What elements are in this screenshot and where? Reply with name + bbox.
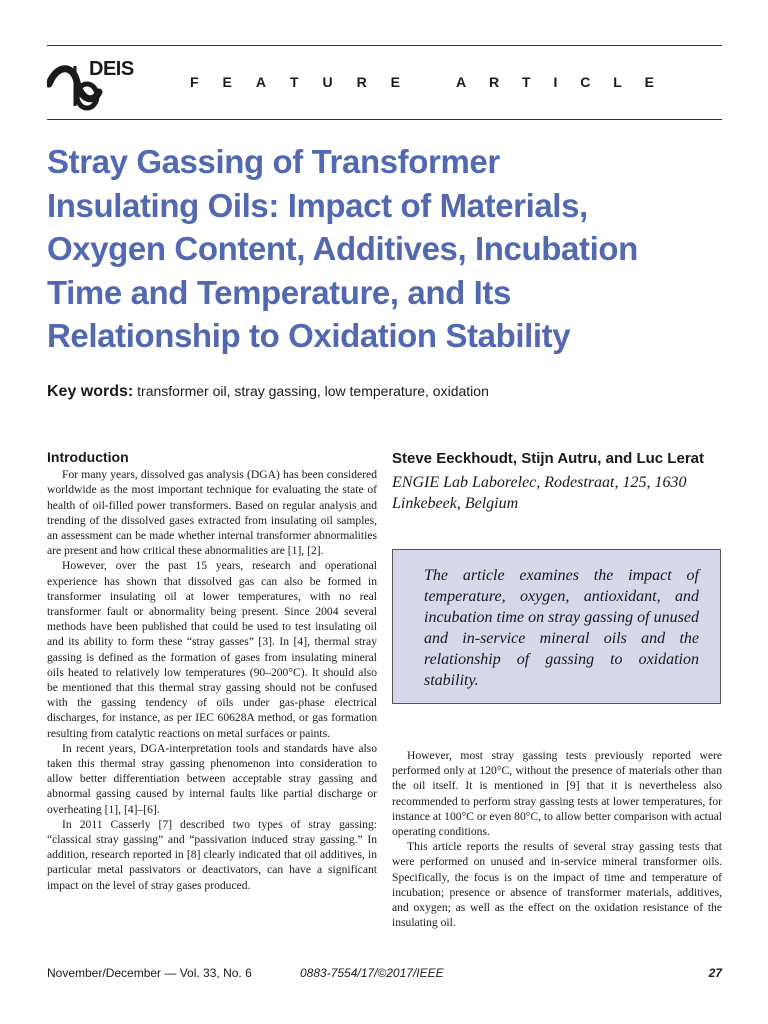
- paragraph: However, most stray gassing tests previously reported were performed only at 120°C, without the presence of materials other than the oil itself. It is mentioned in [9] that it is nevertheless also recommended to perform stray gassing tests at lower temperatures, for instance at 100°C or even 80°C, to allow better comparison with actual operating conditions.: [392, 749, 722, 839]
- header-rule: [47, 119, 722, 120]
- feature-letter: E: [222, 74, 232, 90]
- left-column: [47, 450, 377, 893]
- right-column: [392, 748, 722, 930]
- article-letter: I: [553, 74, 558, 90]
- article-letter: C: [580, 74, 591, 90]
- page-number: 27: [708, 966, 722, 980]
- feature-letter: F: [190, 74, 199, 90]
- paragraph: However, over the past 15 years, research and operational experience has shown that dissolved gas can also be formed in transformer insulating oil at lower temperatures, with no real transformer fault or abnormality being present. Since 2004 several methods have been published that could be used to test insulating oil and its ability to form these “stray gasses” [3]. In [4], thermal stray gassing is defined as the formation of gases from insulating mineral oils heated to relatively low temperatures (90–200°C). It should also be mentioned that this thermal stray gassing should not be confused with the gassing tendency of oils under gas-phase electrical discharges, for instance, as per IEC 60628A method, or gas formation resulting from catalytic reactions on metal surfaces or paints.: [47, 559, 377, 740]
- abstract-text: The article examines the impact of temperature, oxygen, antioxidant, and incubation time on stray gassing of unused and in-service mineral oils and the relationship of gassing to oxidation stability.: [424, 567, 699, 689]
- authors: Steve Eeckhoudt, Stijn Autru, and Luc Lerat: [392, 450, 704, 467]
- paragraph: In 2011 Casserly [7] described two types of stray gassing: “classical stray gassing” and “passivation induced stray gassing.” In addition, research reported in [8] clearly indicated that oil additives, in particular metal passivators or deactivators, can have a significant impact on the level of stray gases produced.: [47, 817, 377, 892]
- paragraph: In recent years, DGA-interpretation tools and standards have also taken this thermal stray gassing phenomenon into consideration to allow better differentiation between acceptable stray gassing and abnormal gassing caused by internal faults like partial discharge or overheating [1], [4]–[6].: [47, 741, 377, 816]
- title-line: Time and Temperature, and Its: [47, 273, 511, 311]
- title-line: Relationship to Oxidation Stability: [47, 317, 571, 354]
- affiliation: ENGIE Lab Laborelec, Rodestraat, 125, 1630 Linkebeek, Belgium: [392, 474, 687, 512]
- section-heading-introduction: Introduction: [47, 449, 129, 465]
- article-letter: L: [613, 74, 622, 90]
- title-line: Insulating Oils: Impact of Materials,: [47, 186, 588, 224]
- title-line: Oxygen Content, Additives, Incubation: [47, 230, 638, 267]
- feature-label: [190, 74, 400, 94]
- paragraph: For many years, dissolved gas analysis (DGA) has been considered worldwide as the most important technique for evaluating the state of health of oil-filled power transformers. Based on regular analysis and trending of the dissolved gases extracted from insulating oil samples, an assessment can be made whether internal transformer abnormalities are present and how critical these abnormalities are [1], [2].: [47, 468, 377, 558]
- keywords-label: Key words:: [47, 383, 134, 400]
- article-letter: T: [522, 74, 531, 90]
- article-letter: R: [489, 74, 500, 90]
- top-rule: [47, 45, 722, 46]
- footer-doi: 0883-7554/17/©2017/IEEE: [300, 966, 444, 980]
- paragraph: This article reports the results of several stray gassing tests that were performed on unused and in-service mineral transformer oils. Specifically, the focus is on the impact of time and temperature of incubation; presence or absence of transformer materials, additives, and oxygen; as well as the effect on the oxidation resistance of the insulating oil.: [392, 840, 722, 930]
- keywords-text: transformer oil, stray gassing, low temperature, oxidation: [137, 383, 489, 399]
- feature-letter: U: [322, 74, 333, 90]
- feature-letter: R: [356, 74, 367, 90]
- deis-logo: [47, 56, 147, 112]
- article-label: [456, 74, 654, 94]
- article-letter: A: [456, 74, 467, 90]
- feature-letter: T: [289, 74, 299, 90]
- feature-letter: E: [390, 74, 400, 90]
- keywords: [47, 383, 727, 401]
- logo-text: DEIS: [89, 58, 134, 80]
- article-letter: E: [644, 74, 654, 90]
- abstract-box: [392, 549, 721, 704]
- feature-letter: A: [255, 74, 266, 90]
- title-line: Stray Gassing of Transformer: [47, 143, 500, 180]
- footer-issue: November/December — Vol. 33, No. 6: [47, 966, 252, 980]
- article-title: [47, 140, 737, 358]
